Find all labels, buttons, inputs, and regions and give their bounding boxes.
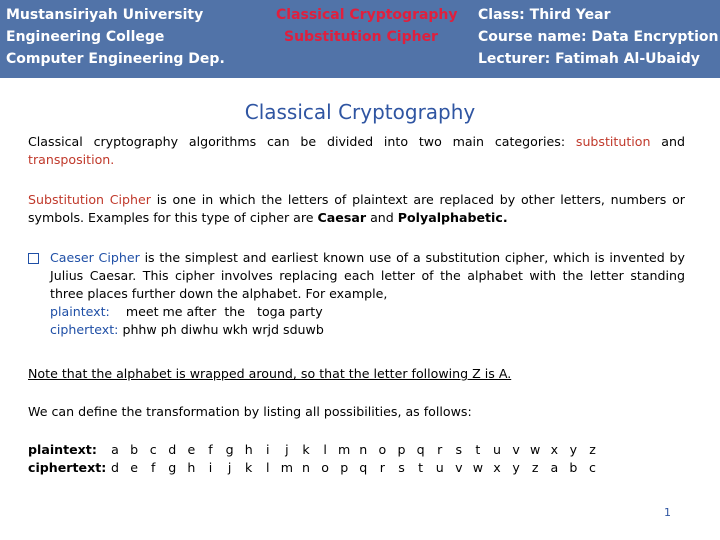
alphabet-letter: s bbox=[398, 460, 405, 475]
alphabet-letter: m bbox=[338, 442, 351, 457]
alphabet-letter: h bbox=[244, 442, 253, 457]
alphabet-letter: i bbox=[266, 442, 270, 457]
plaintext-example bbox=[50, 303, 685, 321]
alphabet-letter: x bbox=[550, 442, 559, 457]
alphabet-letter: v bbox=[512, 442, 520, 457]
alphabet-letter: j bbox=[285, 442, 289, 457]
alphabet-letter: y bbox=[512, 460, 520, 475]
page-number: 1 bbox=[664, 506, 671, 519]
alphabet-letter: n bbox=[359, 442, 368, 457]
plaintext-value: meet me after the toga party bbox=[125, 304, 323, 319]
alphabet-letter: o bbox=[321, 460, 329, 475]
alphabet-letter: l bbox=[323, 442, 327, 457]
alphabet-letter: k bbox=[245, 460, 253, 475]
transformation-intro: We can define the transformation by listing all possibilities, as follows: bbox=[28, 404, 472, 419]
alphabet-letter: s bbox=[455, 442, 463, 457]
alphabet-letter: g bbox=[168, 460, 177, 475]
alphabet-letter: l bbox=[266, 460, 270, 475]
wraparound-note: Note that the alphabet is wrapped around, so that the letter following Z is A. bbox=[28, 366, 512, 381]
ciphertext-value: phhw ph diwhu wkh wrjd sduwb bbox=[122, 322, 324, 337]
header-course-info bbox=[478, 4, 718, 70]
alphabet-letter: h bbox=[187, 460, 196, 475]
lecturer-name: Lecturer: Fatimah Al-Ubaidy bbox=[478, 51, 700, 67]
alphabet-letter: e bbox=[130, 460, 138, 475]
ciphertext-row-label: ciphertext: bbox=[28, 460, 107, 475]
alphabet-letter: r bbox=[437, 442, 443, 457]
and-text: and bbox=[661, 134, 685, 149]
and-text: and bbox=[370, 210, 394, 225]
term-caeser-cipher: Caeser Cipher bbox=[50, 250, 140, 265]
alphabet-letter: c bbox=[149, 442, 157, 457]
ciphertext-example bbox=[50, 321, 685, 339]
alphabet-letter: d bbox=[111, 460, 119, 475]
college-name: Engineering College bbox=[6, 29, 165, 45]
ciphertext-label: ciphertext: bbox=[50, 322, 119, 337]
alphabet-letter: k bbox=[302, 442, 310, 457]
slide-title: Classical Cryptography bbox=[244, 100, 476, 124]
header-institution bbox=[6, 4, 225, 70]
caesar-bullet-row bbox=[28, 249, 685, 303]
department-name: Computer Engineering Dep. bbox=[6, 51, 225, 67]
alphabet-letter: u bbox=[435, 460, 444, 475]
alphabet-letter: y bbox=[569, 442, 578, 457]
alphabet-letter: z bbox=[589, 442, 596, 457]
alphabet-letter: e bbox=[187, 442, 196, 457]
alphabet-letter: r bbox=[379, 460, 385, 475]
alphabet-letter: b bbox=[130, 442, 139, 457]
alphabet-letter: f bbox=[150, 460, 156, 475]
alphabet-letter: j bbox=[227, 460, 232, 475]
alphabet-letter: d bbox=[168, 442, 177, 457]
alphabet-letter: a bbox=[550, 460, 559, 475]
term-transposition: transposition. bbox=[28, 152, 115, 167]
plaintext-row-label: plaintext: bbox=[28, 442, 97, 457]
alphabet-letter: p bbox=[340, 460, 349, 475]
alphabet-letter: c bbox=[589, 460, 596, 475]
header-topic bbox=[276, 4, 458, 48]
alphabet-letter: b bbox=[569, 460, 578, 475]
caesar-text: is the simplest and earliest known use of a substitution cipher, which is invented by Julius Caesar. This cipher involves replacing each letter of the alphabet with the letter standing three places further down the alphabet. For example, bbox=[50, 250, 685, 301]
alphabet-letter: w bbox=[530, 442, 541, 457]
alphabet-letter: q bbox=[359, 460, 368, 475]
alphabet-letter: q bbox=[416, 442, 425, 457]
alphabet-letter: o bbox=[378, 442, 387, 457]
alphabet-letter: m bbox=[280, 460, 294, 475]
plaintext-label: plaintext: bbox=[50, 304, 110, 319]
paragraph-categories bbox=[28, 133, 685, 169]
topic-subtitle: Substitution Cipher bbox=[284, 29, 438, 45]
substitution-text: is one in which the letters of plaintext are replaced by other letters, numbers or symbols. Examples for this type of cipher are bbox=[28, 192, 685, 225]
alphabet-letter: u bbox=[493, 442, 501, 457]
slide-header bbox=[0, 0, 720, 78]
alphabet-letter: x bbox=[493, 460, 501, 475]
caesar-description bbox=[50, 249, 685, 303]
alphabet-letter: n bbox=[302, 460, 310, 475]
topic-title: Classical Cryptography bbox=[276, 7, 458, 23]
categories-text: Classical cryptography algorithms can be divided into two main categories: bbox=[28, 134, 566, 149]
course-name: Course name: Data Encryption bbox=[478, 29, 719, 45]
alphabet-letter: t bbox=[475, 442, 481, 457]
term-substitution: substitution bbox=[575, 134, 651, 149]
term-substitution-cipher: Substitution Cipher bbox=[28, 192, 151, 207]
caesar-bullet bbox=[28, 249, 685, 339]
alphabet-letter: g bbox=[225, 442, 234, 457]
square-bullet-icon bbox=[28, 253, 39, 264]
paragraph-substitution bbox=[28, 191, 685, 227]
alphabet-letter: p bbox=[397, 442, 406, 457]
alphabet-letter: v bbox=[455, 460, 463, 475]
alphabet-letter: t bbox=[418, 460, 424, 475]
alphabet-letter: w bbox=[472, 460, 484, 475]
alphabet-letter: i bbox=[208, 460, 213, 475]
alphabet-letter: a bbox=[111, 442, 119, 457]
example-caesar: Caesar bbox=[317, 210, 367, 225]
alphabet-letter: z bbox=[531, 460, 539, 475]
university-name: Mustansiriyah University bbox=[6, 7, 204, 23]
example-polyalphabetic: Polyalphabetic. bbox=[397, 210, 508, 225]
alphabet-letter: f bbox=[208, 442, 213, 457]
class-info: Class: Third Year bbox=[478, 7, 611, 23]
